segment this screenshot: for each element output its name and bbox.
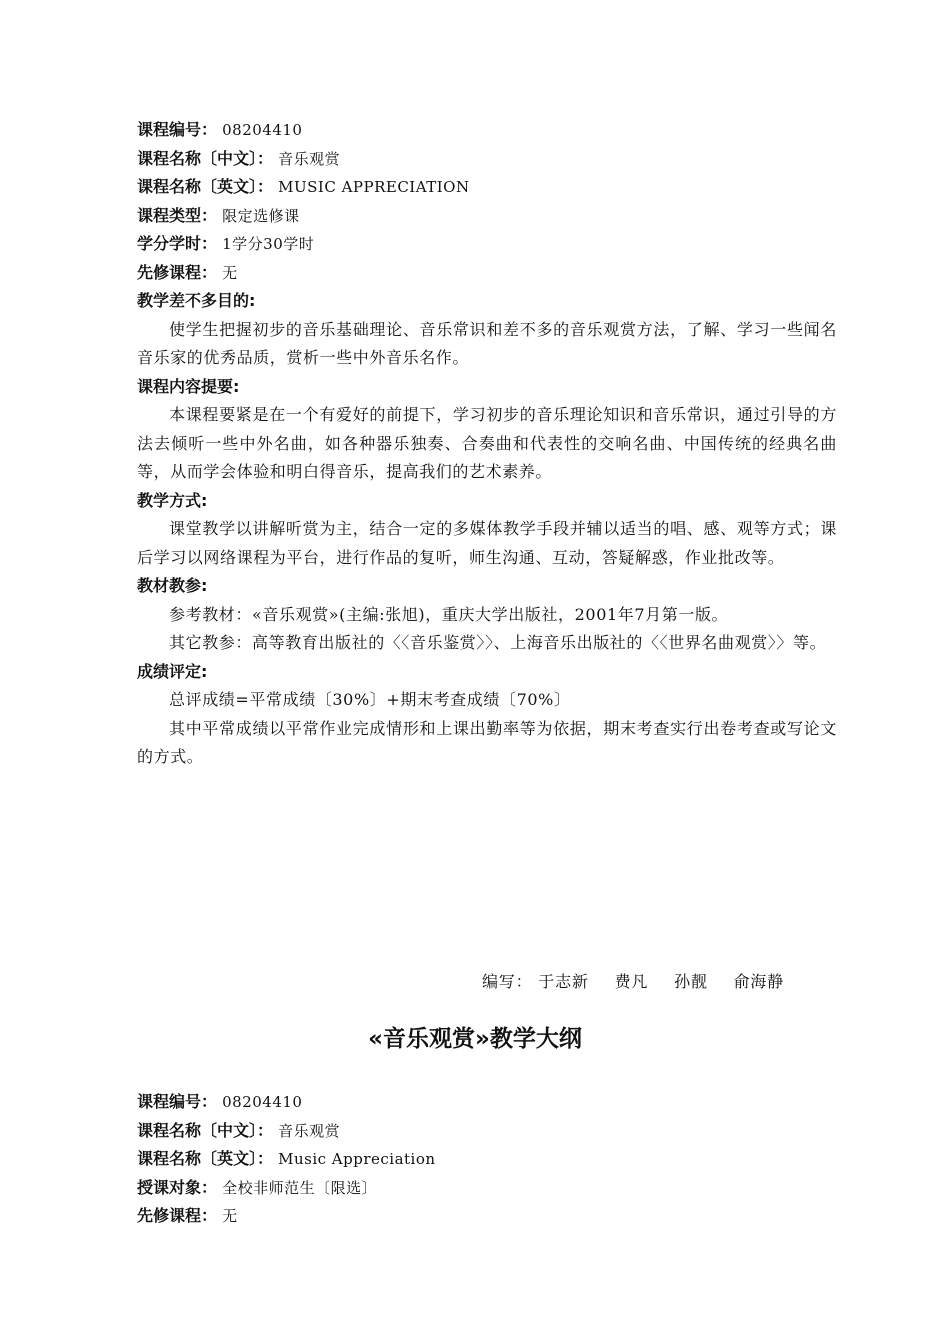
paragraph-method: 课堂教学以讲解听赏为主，结合一定的多媒体教学手段并辅以适当的唱、感、观等方式；课后学习以网络课程为平台，进行作品的复听，师生沟通、互动，答疑解惑，作业批改等。 bbox=[137, 519, 837, 567]
heading-books: 教材教参: bbox=[137, 576, 208, 595]
field-course-name-cn: 课程名称〔中文〕： 音乐观赏 bbox=[137, 148, 341, 168]
field-label: 授课对象 bbox=[137, 1177, 202, 1197]
heading-method: 教学方式: bbox=[137, 490, 208, 510]
field-label: 先修课程 bbox=[137, 1206, 202, 1225]
heading-grade: 成绩评定: bbox=[137, 661, 208, 681]
field-label: 课程名称〔中文〕 bbox=[137, 1120, 258, 1140]
field-label: 课程名称〔英文〕 bbox=[137, 177, 258, 196]
paragraph-content: 本课程要紧是在一个有爱好的前提下，学习初步的音乐理论知识和音乐常识，通过引导的方法去倾听一些中外名曲，如各种器乐独奏、合奏曲和代表性的交响名曲、中国传统的经典名曲等，从而学会体验和明白得音乐，提高我们的艺术素养。 bbox=[137, 405, 837, 481]
field-audience: 授课对象： 全校非师范生〔限选〕 bbox=[137, 1177, 378, 1197]
field-value: 08204410 bbox=[222, 121, 303, 139]
paragraph-books-2: 其它教参：高等教育出版社的〈〈音乐鉴赏〉〉、上海音乐出版社的〈〈世界名曲观赏〉〉等。 bbox=[169, 633, 827, 652]
field-label: 课程编号 bbox=[137, 1092, 202, 1111]
field-label: 学分学时 bbox=[137, 234, 202, 253]
syllabus-section-1 bbox=[137, 116, 837, 772]
field-course-code: 课程编号： 08204410 bbox=[137, 120, 303, 139]
field-course-name-en: 课程名称〔英文〕： Music Appreciation bbox=[137, 1149, 436, 1168]
paragraph-books-1: 参考教材：«音乐观赏»(主编:张旭)，重庆大学出版社，2001年7月第一版。 bbox=[169, 604, 729, 624]
author-name: 孙靓 bbox=[674, 972, 708, 991]
field-credits-hours: 学分学时： 1学分30学时 bbox=[137, 234, 315, 253]
field-value: 08204410 bbox=[222, 1093, 303, 1111]
field-label: 先修课程 bbox=[137, 262, 202, 282]
author-name: 于志新 bbox=[538, 972, 589, 991]
field-value: 音乐观赏 bbox=[278, 1121, 341, 1140]
syllabus-title: «音乐观赏»教学大纲 bbox=[368, 1026, 582, 1052]
heading-goal: 教学差不多目的: bbox=[137, 291, 256, 310]
field-label: 课程名称〔英文〕 bbox=[137, 1149, 258, 1168]
authors-prefix: 编写： bbox=[482, 972, 533, 991]
author-name: 费凡 bbox=[614, 972, 649, 991]
field-value: 无 bbox=[222, 263, 238, 282]
field-label: 课程名称〔中文〕 bbox=[137, 148, 258, 168]
paragraph-grade-2: 其中平常成绩以平常作业完成情形和上课出勤率等为依据，期末考查实行出卷考查或写论文的方式。 bbox=[137, 718, 837, 766]
field-prerequisite: 先修课程： 无 bbox=[137, 262, 238, 282]
field-value: 音乐观赏 bbox=[278, 149, 341, 168]
field-value: 1学分30学时 bbox=[222, 235, 315, 253]
syllabus-section-2 bbox=[137, 1088, 837, 1231]
field-label: 课程类型 bbox=[137, 205, 202, 225]
field-course-name-cn: 课程名称〔中文〕： 音乐观赏 bbox=[137, 1120, 341, 1140]
field-prerequisite: 先修课程： 无 bbox=[137, 1206, 238, 1225]
field-value: 无 bbox=[222, 1207, 238, 1225]
field-course-name-en: 课程名称〔英文〕： MUSIC APPRECIATION bbox=[137, 177, 470, 196]
field-value: Music Appreciation bbox=[278, 1150, 436, 1168]
heading-content: 课程内容提要: bbox=[137, 376, 240, 396]
field-value: 全校非师范生〔限选〕 bbox=[222, 1178, 378, 1197]
field-value: 限定选修课 bbox=[222, 206, 300, 225]
field-course-type: 课程类型： 限定选修课 bbox=[137, 205, 300, 225]
author-name: 俞海静 bbox=[733, 972, 784, 991]
paragraph-goal: 使学生把握初步的音乐基础理论、音乐常识和差不多的音乐观赏方法，了解、学习一些闻名音乐家的优秀品质，赏析一些中外音乐名作。 bbox=[137, 319, 837, 367]
field-value: MUSIC APPRECIATION bbox=[278, 178, 470, 196]
field-course-code: 课程编号： 08204410 bbox=[137, 1092, 303, 1111]
paragraph-grade-1: 总评成绩=平常成绩〔30%〕+期末考查成绩〔70%〕 bbox=[169, 690, 571, 709]
field-label: 课程编号 bbox=[137, 120, 202, 139]
authors-line bbox=[482, 968, 784, 996]
